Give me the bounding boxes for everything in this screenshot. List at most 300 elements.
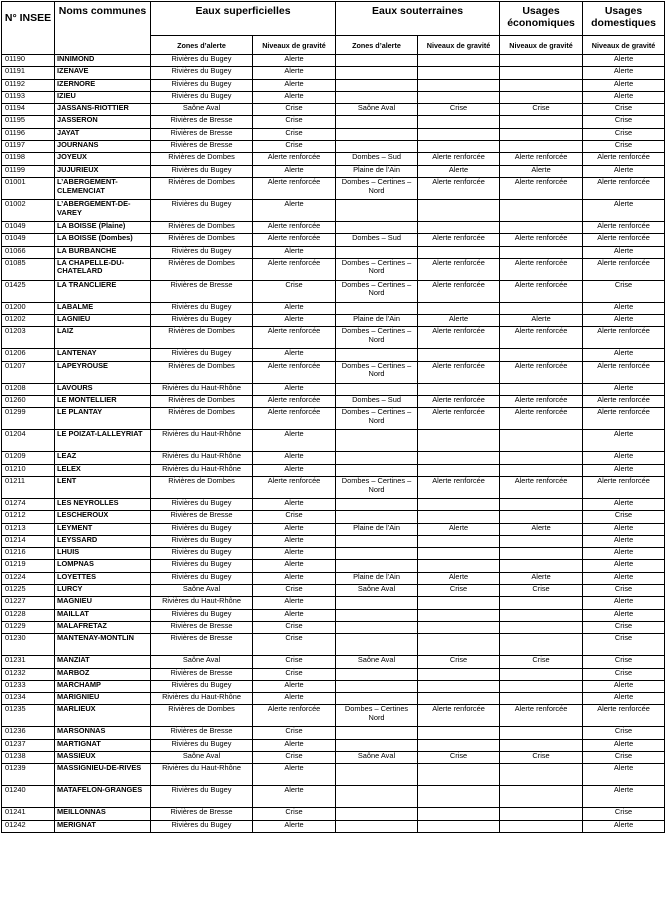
niveau-dom: Alerte [583, 693, 665, 705]
table-row [2, 396, 665, 408]
niveau-sup: Crise [253, 634, 336, 656]
zone-sout [336, 246, 418, 258]
insee-code: 01204 [2, 430, 55, 452]
niveau-sout [418, 621, 500, 633]
table-row [2, 153, 665, 165]
zone-sout [336, 609, 418, 621]
commune-name: LE POIZAT-LALLEYRIAT [55, 430, 151, 452]
niveau-sup: Alerte [253, 246, 336, 258]
niveau-dom: Alerte [583, 820, 665, 832]
commune-name: LES NEYROLLES [55, 498, 151, 510]
zone-sup: Rivières du Bugey [151, 560, 253, 572]
zone-sout [336, 786, 418, 808]
header-eaux-superficielles: Eaux superficielles [151, 2, 336, 36]
zone-sout: Saône Aval [336, 656, 418, 668]
zone-sup: Rivières du Haut-Rhône [151, 430, 253, 452]
niveau-sout [418, 680, 500, 692]
insee-code: 01236 [2, 727, 55, 739]
zone-sup: Rivières de Bresse [151, 634, 253, 656]
table-row [2, 693, 665, 705]
commune-name: LA BOISSE (Dombes) [55, 234, 151, 246]
table-row [2, 621, 665, 633]
zone-sout [336, 79, 418, 91]
niveau-eco: Alerte [500, 165, 583, 177]
commune-name: LE PLANTAY [55, 408, 151, 430]
insee-code: 01299 [2, 408, 55, 430]
zone-sout [336, 820, 418, 832]
zone-sup: Rivières du Bugey [151, 67, 253, 79]
niveau-sout: Alerte renforcée [418, 280, 500, 302]
niveau-eco: Alerte [500, 523, 583, 535]
table-row [2, 523, 665, 535]
zone-sup: Rivières de Bresse [151, 668, 253, 680]
niveau-eco: Alerte renforcée [500, 476, 583, 498]
niveau-dom: Crise [583, 128, 665, 140]
niveau-eco [500, 680, 583, 692]
commune-name: MAILLAT [55, 609, 151, 621]
zone-sout [336, 535, 418, 547]
zone-sup: Rivières de Dombes [151, 396, 253, 408]
table-row [2, 548, 665, 560]
zone-sup: Rivières du Bugey [151, 199, 253, 221]
niveau-eco [500, 67, 583, 79]
niveau-eco [500, 128, 583, 140]
niveau-sout [418, 91, 500, 103]
header-usages-domestiques: Usages domestiques [583, 2, 665, 36]
commune-name: LEAZ [55, 452, 151, 464]
commune-name: INNIMOND [55, 55, 151, 67]
commune-name: MASSIGNIEU-DE-RIVES [55, 764, 151, 786]
zone-sout [336, 116, 418, 128]
niveau-eco [500, 820, 583, 832]
niveau-dom: Alerte [583, 498, 665, 510]
insee-code: 01066 [2, 246, 55, 258]
niveau-sup: Alerte [253, 786, 336, 808]
niveau-sout: Alerte [418, 523, 500, 535]
niveau-sout [418, 668, 500, 680]
zone-sup: Rivières du Bugey [151, 680, 253, 692]
zone-sup: Rivières du Bugey [151, 739, 253, 751]
niveau-eco [500, 786, 583, 808]
zone-sup: Rivières du Bugey [151, 246, 253, 258]
commune-name: IZIEU [55, 91, 151, 103]
zone-sup: Rivières de Dombes [151, 153, 253, 165]
niveau-eco: Alerte renforcée [500, 177, 583, 199]
niveau-sup: Alerte [253, 597, 336, 609]
niveau-sout: Alerte renforcée [418, 705, 500, 727]
niveau-dom: Alerte renforcée [583, 177, 665, 199]
niveau-sup: Alerte [253, 67, 336, 79]
niveau-sup: Crise [253, 511, 336, 523]
zone-sup: Rivières du Haut-Rhône [151, 452, 253, 464]
niveau-eco: Alerte [500, 315, 583, 327]
commune-name: JAYAT [55, 128, 151, 140]
niveau-sup: Alerte [253, 349, 336, 361]
niveau-eco [500, 548, 583, 560]
niveau-dom: Alerte [583, 246, 665, 258]
niveau-sup: Crise [253, 727, 336, 739]
insee-code: 01213 [2, 523, 55, 535]
commune-name: MARIGNIEU [55, 693, 151, 705]
commune-name: MALAFRETAZ [55, 621, 151, 633]
zone-sup: Rivières du Haut-Rhône [151, 764, 253, 786]
niveau-sout [418, 634, 500, 656]
niveau-sout [418, 464, 500, 476]
niveau-sout: Crise [418, 104, 500, 116]
commune-name: MERIGNAT [55, 820, 151, 832]
insee-code: 01241 [2, 808, 55, 820]
zone-sup: Rivières du Bugey [151, 820, 253, 832]
niveau-dom: Alerte [583, 535, 665, 547]
niveau-eco [500, 511, 583, 523]
insee-code: 01232 [2, 668, 55, 680]
niveau-sup: Alerte renforcée [253, 361, 336, 383]
niveau-sup: Alerte renforcée [253, 327, 336, 349]
niveau-dom: Alerte renforcée [583, 153, 665, 165]
commune-name: MARTIGNAT [55, 739, 151, 751]
niveau-sout [418, 302, 500, 314]
zone-sup: Rivières du Bugey [151, 302, 253, 314]
table-row [2, 764, 665, 786]
zone-sout: Plaine de l’Ain [336, 523, 418, 535]
commune-name: MARSONNAS [55, 727, 151, 739]
zone-sup: Rivières du Bugey [151, 349, 253, 361]
zone-sout [336, 91, 418, 103]
niveau-sup: Crise [253, 280, 336, 302]
zone-sup: Rivières de Dombes [151, 408, 253, 430]
niveau-eco: Crise [500, 585, 583, 597]
commune-name: LOYETTES [55, 572, 151, 584]
niveau-dom: Alerte [583, 523, 665, 535]
zone-sup: Rivières de Dombes [151, 327, 253, 349]
insee-code: 01425 [2, 280, 55, 302]
subheader-zones-sout: Zones d’alerte [336, 36, 418, 55]
commune-name: LURCY [55, 585, 151, 597]
insee-code: 01227 [2, 597, 55, 609]
niveau-dom: Alerte [583, 430, 665, 452]
niveau-eco: Alerte renforcée [500, 361, 583, 383]
zone-sout: Dombes – Certines – Nord [336, 258, 418, 280]
niveau-eco [500, 141, 583, 153]
table-row [2, 786, 665, 808]
niveau-sout [418, 808, 500, 820]
table-row [2, 739, 665, 751]
niveau-dom: Crise [583, 280, 665, 302]
niveau-dom: Crise [583, 656, 665, 668]
niveau-eco [500, 764, 583, 786]
niveau-eco [500, 498, 583, 510]
insee-code: 01199 [2, 165, 55, 177]
niveau-eco: Alerte renforcée [500, 408, 583, 430]
niveau-eco: Alerte renforcée [500, 234, 583, 246]
insee-code: 01216 [2, 548, 55, 560]
table-row [2, 705, 665, 727]
niveau-dom: Alerte [583, 452, 665, 464]
commune-name: LA BOISSE (Plaine) [55, 221, 151, 233]
niveau-eco [500, 621, 583, 633]
niveau-dom: Alerte [583, 680, 665, 692]
niveau-sout [418, 548, 500, 560]
table-row [2, 572, 665, 584]
insee-code: 01207 [2, 361, 55, 383]
insee-code: 01197 [2, 141, 55, 153]
niveau-sup: Alerte renforcée [253, 177, 336, 199]
niveau-eco [500, 634, 583, 656]
niveau-sup: Alerte renforcée [253, 234, 336, 246]
table-row [2, 104, 665, 116]
niveau-sout: Alerte renforcée [418, 234, 500, 246]
niveau-sup: Alerte [253, 572, 336, 584]
insee-code: 01274 [2, 498, 55, 510]
niveau-dom: Alerte renforcée [583, 234, 665, 246]
zone-sout [336, 808, 418, 820]
zone-sout [336, 634, 418, 656]
commune-name: LABALME [55, 302, 151, 314]
zone-sout: Dombes – Certines – Nord [336, 327, 418, 349]
niveau-dom: Alerte renforcée [583, 327, 665, 349]
table-row [2, 221, 665, 233]
niveau-sup: Crise [253, 751, 336, 763]
niveau-sout [418, 430, 500, 452]
table-row [2, 820, 665, 832]
niveau-dom: Alerte [583, 349, 665, 361]
insee-code: 01239 [2, 764, 55, 786]
niveau-sout: Crise [418, 585, 500, 597]
niveau-sout [418, 349, 500, 361]
table-body [2, 55, 665, 833]
header-usages-economiques: Usages économiques [500, 2, 583, 36]
commune-name: MARCHAMP [55, 680, 151, 692]
niveau-dom: Alerte renforcée [583, 476, 665, 498]
table-row [2, 634, 665, 656]
zone-sout: Dombes – Certines – Nord [336, 280, 418, 302]
insee-code: 01190 [2, 55, 55, 67]
insee-code: 01237 [2, 739, 55, 751]
niveau-sout [418, 727, 500, 739]
niveau-dom: Alerte [583, 597, 665, 609]
commune-name: MASSIEUX [55, 751, 151, 763]
zone-sup: Rivières du Bugey [151, 91, 253, 103]
table-row [2, 234, 665, 246]
niveau-dom: Alerte [583, 91, 665, 103]
zone-sout [336, 668, 418, 680]
zone-sout [336, 221, 418, 233]
table-row [2, 55, 665, 67]
commune-name: JOYEUX [55, 153, 151, 165]
header-noms: Noms communes [55, 2, 151, 55]
zone-sout [336, 680, 418, 692]
zone-sout [336, 128, 418, 140]
table-row [2, 91, 665, 103]
niveau-eco: Alerte renforcée [500, 258, 583, 280]
zone-sout: Dombes – Sud [336, 153, 418, 165]
zone-sup: Rivières de Bresse [151, 727, 253, 739]
niveau-sout: Alerte [418, 315, 500, 327]
zone-sout [336, 302, 418, 314]
header-eaux-souterraines: Eaux souterraines [336, 2, 500, 36]
insee-code: 01194 [2, 104, 55, 116]
table-row [2, 560, 665, 572]
niveau-sout: Alerte renforcée [418, 408, 500, 430]
niveau-eco [500, 430, 583, 452]
subheader-zones-sup: Zones d’alerte [151, 36, 253, 55]
insee-code: 01260 [2, 396, 55, 408]
niveau-sup: Alerte [253, 452, 336, 464]
niveau-sup: Alerte [253, 560, 336, 572]
niveau-sup: Crise [253, 656, 336, 668]
niveau-sout [418, 535, 500, 547]
zone-sout [336, 739, 418, 751]
niveau-dom: Crise [583, 751, 665, 763]
zone-sup: Rivières du Bugey [151, 609, 253, 621]
zone-sout [336, 141, 418, 153]
niveau-sout [418, 764, 500, 786]
zone-sup: Rivières du Bugey [151, 535, 253, 547]
niveau-dom: Alerte [583, 67, 665, 79]
niveau-sup: Alerte [253, 739, 336, 751]
commune-name: LHUIS [55, 548, 151, 560]
insee-code: 01049 [2, 221, 55, 233]
zone-sout: Dombes – Certines – Nord [336, 408, 418, 430]
zone-sup: Rivières du Bugey [151, 55, 253, 67]
commune-name: LAPEYROUSE [55, 361, 151, 383]
insee-code: 01195 [2, 116, 55, 128]
niveau-dom: Alerte [583, 560, 665, 572]
zone-sup: Rivières du Haut-Rhône [151, 693, 253, 705]
table-row [2, 609, 665, 621]
niveau-sup: Alerte [253, 693, 336, 705]
zone-sout: Dombes – Sud [336, 234, 418, 246]
niveau-sout [418, 79, 500, 91]
niveau-eco [500, 739, 583, 751]
table-row [2, 430, 665, 452]
table-row [2, 128, 665, 140]
zone-sup: Saône Aval [151, 656, 253, 668]
niveau-sout [418, 383, 500, 395]
niveau-sup: Alerte renforcée [253, 408, 336, 430]
niveau-dom: Alerte renforcée [583, 361, 665, 383]
insee-code: 01211 [2, 476, 55, 498]
niveau-dom: Crise [583, 727, 665, 739]
niveau-eco [500, 55, 583, 67]
insee-code: 01198 [2, 153, 55, 165]
table-row [2, 727, 665, 739]
insee-code: 01242 [2, 820, 55, 832]
commune-name: MAGNIEU [55, 597, 151, 609]
alert-table [1, 1, 665, 833]
zone-sup: Saône Aval [151, 751, 253, 763]
commune-name: LA TRANCLIERE [55, 280, 151, 302]
zone-sup: Saône Aval [151, 585, 253, 597]
table-row [2, 511, 665, 523]
table-row [2, 79, 665, 91]
niveau-sup: Alerte [253, 535, 336, 547]
zone-sout: Plaine de l’Ain [336, 165, 418, 177]
zone-sup: Rivières de Bresse [151, 808, 253, 820]
niveau-sup: Alerte [253, 383, 336, 395]
zone-sup: Rivières du Haut-Rhône [151, 464, 253, 476]
zone-sup: Rivières du Bugey [151, 498, 253, 510]
zone-sup: Rivières de Dombes [151, 234, 253, 246]
niveau-sout [418, 739, 500, 751]
niveau-dom: Alerte [583, 383, 665, 395]
niveau-sup: Crise [253, 116, 336, 128]
niveau-sup: Alerte [253, 315, 336, 327]
niveau-dom: Alerte [583, 55, 665, 67]
zone-sup: Rivières de Dombes [151, 361, 253, 383]
commune-name: MATAFELON-GRANGES [55, 786, 151, 808]
commune-name: MARLIEUX [55, 705, 151, 727]
niveau-sout: Alerte [418, 165, 500, 177]
zone-sout [336, 430, 418, 452]
niveau-dom: Alerte [583, 548, 665, 560]
insee-code: 01238 [2, 751, 55, 763]
commune-name: JUJURIEUX [55, 165, 151, 177]
zone-sout: Dombes – Certines – Nord [336, 177, 418, 199]
niveau-eco [500, 560, 583, 572]
insee-code: 01200 [2, 302, 55, 314]
niveau-dom: Alerte [583, 764, 665, 786]
table-row [2, 315, 665, 327]
commune-name: MANTENAY-MONTLIN [55, 634, 151, 656]
niveau-sup: Alerte renforcée [253, 258, 336, 280]
insee-code: 01049 [2, 234, 55, 246]
zone-sup: Rivières du Bugey [151, 79, 253, 91]
niveau-sout [418, 452, 500, 464]
zone-sout [336, 349, 418, 361]
niveau-dom: Alerte renforcée [583, 258, 665, 280]
commune-name: JOURNANS [55, 141, 151, 153]
zone-sout [336, 621, 418, 633]
niveau-eco: Alerte renforcée [500, 327, 583, 349]
insee-code: 01208 [2, 383, 55, 395]
niveau-eco [500, 535, 583, 547]
commune-name: LEYSSARD [55, 535, 151, 547]
zone-sout: Dombes – Certines – Nord [336, 476, 418, 498]
table-row [2, 476, 665, 498]
zone-sup: Rivières de Bresse [151, 128, 253, 140]
zone-sup: Rivières de Dombes [151, 177, 253, 199]
insee-code: 01002 [2, 199, 55, 221]
table-row [2, 258, 665, 280]
niveau-sup: Crise [253, 141, 336, 153]
table-row [2, 327, 665, 349]
zone-sup: Rivières du Bugey [151, 548, 253, 560]
zone-sup: Rivières du Bugey [151, 165, 253, 177]
commune-name: L’ABERGEMENT-DE-VAREY [55, 199, 151, 221]
niveau-sout: Alerte renforcée [418, 153, 500, 165]
niveau-dom: Alerte [583, 786, 665, 808]
niveau-sout [418, 786, 500, 808]
insee-code: 01085 [2, 258, 55, 280]
niveau-sout [418, 511, 500, 523]
insee-code: 01230 [2, 634, 55, 656]
zone-sout [336, 727, 418, 739]
table-row [2, 656, 665, 668]
niveau-eco: Alerte renforcée [500, 153, 583, 165]
zone-sout: Plaine de l’Ain [336, 315, 418, 327]
niveau-sout [418, 116, 500, 128]
niveau-dom: Crise [583, 808, 665, 820]
table-row [2, 597, 665, 609]
table-row [2, 165, 665, 177]
commune-name: L’ABERGEMENT-CLEMENCIAT [55, 177, 151, 199]
niveau-sout: Alerte renforcée [418, 396, 500, 408]
niveau-dom: Alerte [583, 572, 665, 584]
commune-name: LENT [55, 476, 151, 498]
niveau-sout [418, 128, 500, 140]
niveau-sout: Alerte renforcée [418, 327, 500, 349]
